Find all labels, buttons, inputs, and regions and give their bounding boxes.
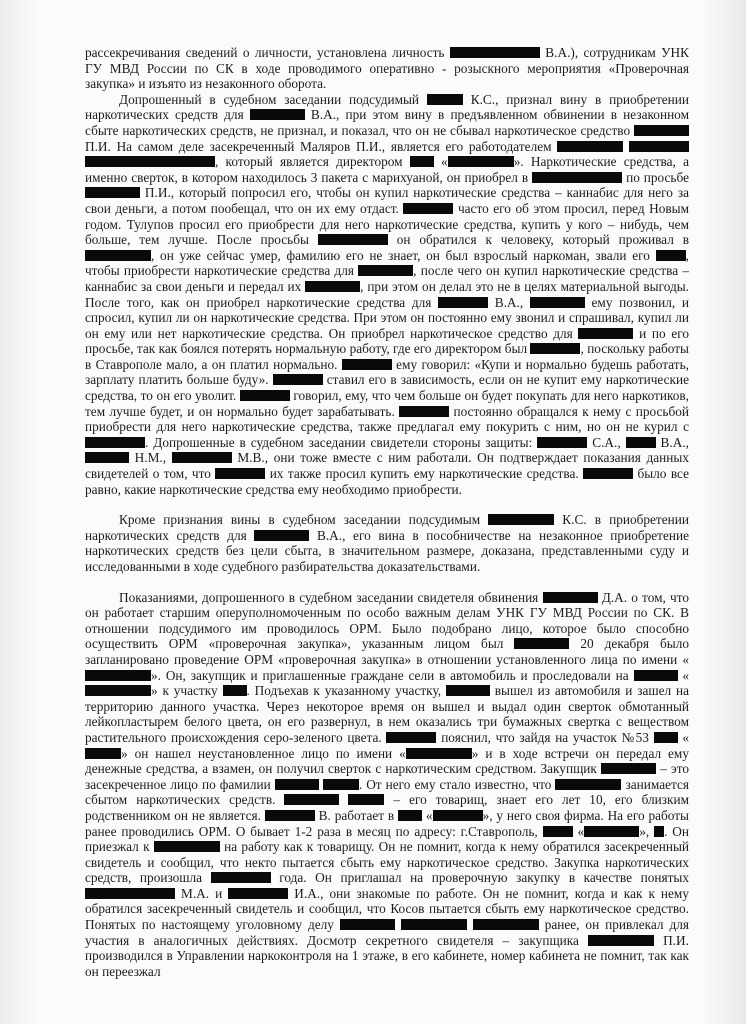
text-run: », xyxy=(639,823,655,839)
redaction-bar xyxy=(398,810,422,821)
text-run: « xyxy=(572,823,585,839)
text-run: 20 декабря было запланировано проведение ОРМ «проверочная закупка» в отношении установленного лица по имени « xyxy=(85,636,689,667)
redaction-bar xyxy=(85,685,151,696)
text-run: В.А.), сотрудникам УНК ГУ МВД России по СК в ходе проводимого оперативно - розыскного мероприятия «Проверочная закупка» и изъято из незаконного оборота. xyxy=(85,45,689,92)
text-run: , при этом он делал это не в целях материальной выгоды. После того, как он приобрел наркотические средства для xyxy=(85,278,689,310)
redaction-bar xyxy=(446,685,490,696)
redaction-bar xyxy=(543,592,598,603)
redaction-bar xyxy=(543,826,573,837)
redaction-bar xyxy=(284,794,339,805)
text-run: И.А., они знакомые по работе. Он не помнит, когда и как к нему обратился засекреченный свидетель и сообщил, что Косов пытается сбыть ему наркотическое средство. Понятых по настоящему уголовному делу xyxy=(85,885,689,933)
text-run: Н.М., xyxy=(129,450,172,466)
text-run: ». Он, закупщик и приглашенные граждане сели в автомобиль и проследовали на xyxy=(151,667,634,683)
redaction-bar xyxy=(240,390,290,401)
redaction-bar xyxy=(634,670,678,681)
text-run: Д.А. о том, что он работает старшим оперуполномоченным по особо важным делам УНК ГУ МВД России по СК. В отношении подсудимого им проводилось ОРМ. Было подобрано лицо, которое было способно осуществить ОРМ «проверочная закупка», указанным лицом был xyxy=(85,589,689,652)
text-run: , чтобы приобрести наркотические средства для xyxy=(85,247,689,279)
paragraph xyxy=(85,45,689,92)
text-run: пояснил, что зайдя на участок №53 xyxy=(436,729,654,745)
redaction-bar xyxy=(433,810,483,821)
text-run: и по его просьбе, так как боялся потерять нормальную работу, где его директором был xyxy=(85,325,690,357)
redaction-bar xyxy=(406,748,472,759)
redaction-bar xyxy=(85,156,215,167)
text-run: В.А., xyxy=(488,294,530,310)
redaction-bar xyxy=(85,888,175,899)
redaction-bar xyxy=(228,888,288,899)
text-run: часто его об этом просил, перед Новым годом. Тулупов просил его приобрести для него наркотические средства, купить у кого – нибудь, чем больше, тем лучше. После просьбы xyxy=(85,200,690,248)
redaction-bar xyxy=(537,437,587,448)
text-run: П.И. На самом деле засекреченный Маляров П.И., является его работодателем xyxy=(85,138,558,154)
redaction-bar xyxy=(629,141,689,152)
redaction-bar xyxy=(85,437,145,448)
redaction-bar xyxy=(215,468,265,479)
redaction-bar xyxy=(654,826,664,837)
redaction-bar xyxy=(403,203,453,214)
text-run: В. работает в xyxy=(314,807,399,823)
redaction-bar xyxy=(438,297,488,308)
text-run: В.А., при этом вину в предъявленном обвинении в незаконном сбыте наркотических средств, не признал, и показал, что он не сбывал наркотическое средство xyxy=(85,107,689,138)
text-run: по просьбе xyxy=(622,169,689,185)
text-run: « xyxy=(422,807,433,823)
text-run: ему говорил: «Купи и нормально будешь работать, зарплату платить больше буду». xyxy=(85,356,689,388)
redaction-bar xyxy=(318,234,388,245)
redaction-bar xyxy=(85,452,129,463)
text-run: ему позвонил, и спросил, купил ли он наркотические средства. При этом он постоянно ему звонил и спрашивал, купил ли он ему или нет наркотические средства. Он приобрел наркотическое средство для xyxy=(85,294,689,341)
redaction-bar xyxy=(323,779,359,790)
text-run: « xyxy=(677,729,690,745)
redaction-bar xyxy=(448,156,514,167)
redaction-bar xyxy=(450,47,540,58)
redaction-bar xyxy=(265,810,315,821)
text-run: М.А. и xyxy=(175,885,229,901)
redaction-bar xyxy=(223,685,247,696)
text-run: . Он приезжал к xyxy=(85,823,690,855)
redaction-bar xyxy=(588,935,654,946)
text-run: С.А., xyxy=(587,434,626,450)
text-run: рассекречивания сведений о личности, установлена личность xyxy=(85,45,450,60)
redaction-bar xyxy=(342,359,392,370)
redaction-bar xyxy=(340,919,395,930)
text-run: П.И. производился в Управлении наркоконтроля на 1 этаже, в его кабинете, номер кабинета не помнит, так как он переезжал xyxy=(85,932,689,979)
redaction-bar xyxy=(473,919,539,930)
text-run: » он нашел неустановленное лицо по имени « xyxy=(121,745,406,761)
paragraph xyxy=(85,590,689,980)
text-run: М.В., они тоже вместе с ним работали. Он подтверждает показания данных свидетелей о том, что xyxy=(85,450,689,482)
redaction-bar xyxy=(656,250,686,261)
redaction-bar xyxy=(154,841,220,852)
redaction-bar xyxy=(634,125,689,136)
redaction-bar xyxy=(488,514,554,525)
text-run: « xyxy=(677,667,689,683)
text-run: на работу как к товарищу. Он не помнит, когда к нему обратился засекреченный свидетель и сообщил, что некто пытается сбыть ему наркотическое средство. Закупка наркотических средств, произошла xyxy=(85,839,689,886)
paragraph xyxy=(85,512,689,574)
text-run: Показаниями, допрошенного в судебном заседании свидетеля обвинения xyxy=(119,589,543,605)
redaction-bar xyxy=(555,779,621,790)
text-run: » к участку xyxy=(151,683,223,699)
paragraph xyxy=(85,92,689,497)
redaction-bar xyxy=(530,343,580,354)
text-run: , он уже сейчас умер, фамилию его не знает, он был взрослый наркоман, звали его xyxy=(151,247,656,263)
text-run: их также просил купить ему наркотические средства. xyxy=(265,466,584,482)
redaction-bar xyxy=(211,872,271,883)
redaction-bar xyxy=(305,281,360,292)
text-run: Допрошенный в судебном заседании подсудимый xyxy=(119,91,427,107)
text-run: – его товарищ, знает его лет 10, его близким родственником он не является. xyxy=(85,792,690,823)
text-run: К.С. в приобретении наркотических средств для xyxy=(85,512,689,543)
redaction-bar xyxy=(583,468,633,479)
document-body xyxy=(85,45,689,979)
text-run: вышел из автомобиля и зашел на территорию данного участка. Через некоторое время он вышел и выдал один сверток обмотанный лейкопластырем белого цвета, он его развернул, в нем оказались три бумажных свертка с веществом растительного происхождения серо-зеленого цвета. xyxy=(85,683,689,745)
text-run: , который является директором xyxy=(215,154,410,170)
redaction-bar xyxy=(427,94,463,105)
text-run: постоянно обращался к нему с просьбой приобрести для него наркотические средства, также предлагал ему покурить с ним, но он не курил с xyxy=(85,403,689,435)
redaction-bar xyxy=(601,763,656,774)
text-run: . Подъехав к указанному участку, xyxy=(246,683,446,699)
text-run: ставил его в зависимость, если он не купит ему наркотические средства, то он его уволит. xyxy=(85,372,690,404)
redaction-bar xyxy=(410,156,434,167)
text-run: . От него ему стало известно, что xyxy=(358,776,556,792)
text-run: », у него своя фирма. На его работы ранее проводились ОРМ. О бывает 1-2 раза в месяц по адресу: г.Ставрополь, xyxy=(85,807,689,839)
text-run: « xyxy=(433,154,448,170)
text-run: » и в ходе встречи он передал ему денежные средства, а взамен, он получил сверток с наркотическим средством. Закупщик xyxy=(85,745,689,777)
text-run: ранее, он привлекал для участия в аналогичных действиях. Досмотр секретного свидетеля – закупщика xyxy=(85,917,689,948)
redaction-bar xyxy=(399,406,449,417)
redaction-bar xyxy=(654,732,678,743)
text-run: года. Он приглашал на проверочную закупку в качестве понятых xyxy=(270,870,689,886)
text-run: . Допрошенные в судебном заседании свидетели стороны защиты: xyxy=(145,434,538,450)
redaction-bar xyxy=(275,779,319,790)
redaction-bar xyxy=(358,265,413,276)
text-run: , поскольку работы в Ставрополе мало, а он платил нормально. xyxy=(85,341,689,372)
redaction-bar xyxy=(348,794,384,805)
text-run: занимается сбытом наркотических средств. xyxy=(85,776,689,808)
redaction-bar xyxy=(532,172,622,183)
redaction-bar xyxy=(85,670,151,681)
text-run xyxy=(339,792,348,807)
redaction-bar xyxy=(273,374,323,385)
text-run: П.И., который попросил его, чтобы он купил наркотические средства – каннабис для него за свои деньги, а потом пообещал, что он их ему отдаст. xyxy=(85,185,689,216)
redaction-bar xyxy=(386,732,436,743)
text-run: говорил, ему, что чем больше он будет покупать для него наркотиков, тем лучше будет, и он нормально будет зарабатывать. xyxy=(85,388,689,419)
redaction-bar xyxy=(401,919,467,930)
redaction-bar xyxy=(85,748,121,759)
redaction-bar xyxy=(85,250,151,261)
redaction-bar xyxy=(85,187,140,198)
redaction-bar xyxy=(530,297,585,308)
redaction-bar xyxy=(172,452,232,463)
text-run: – это засекреченное лицо по фамилии xyxy=(85,761,689,792)
redaction-bar xyxy=(250,109,305,120)
redaction-bar xyxy=(514,638,569,649)
redaction-bar xyxy=(584,826,639,837)
text-run: К.С., признал вину в приобретении наркотических средств для xyxy=(85,91,690,123)
redaction-bar xyxy=(254,530,309,541)
text-run: В.А., его вина в пособничестве на незаконное приобретение наркотических средств без цели сбыта, в значительном размере, доказана, представленными суду и исследованными в ходе судебного разбирательства доказательствами. xyxy=(85,527,689,574)
text-run: В.А., xyxy=(655,434,689,450)
text-run: ». Наркотические средства, а именно сверток, в котором находилось 3 пакета с марихуаной, он приобрел в xyxy=(85,154,689,185)
text-run: Кроме признания вины в судебном заседании подсудимым xyxy=(119,512,489,528)
redaction-bar xyxy=(626,437,656,448)
redaction-bar xyxy=(578,328,633,339)
text-run: , после чего он купил наркотические средства – каннабис за свои деньги и передал их xyxy=(85,263,689,294)
text-run: было все равно, какие наркотические средства ему необходимо приобрести. xyxy=(85,466,690,497)
text-run: он обратился к человеку, который проживал в xyxy=(387,232,689,248)
redaction-bar xyxy=(557,141,623,152)
